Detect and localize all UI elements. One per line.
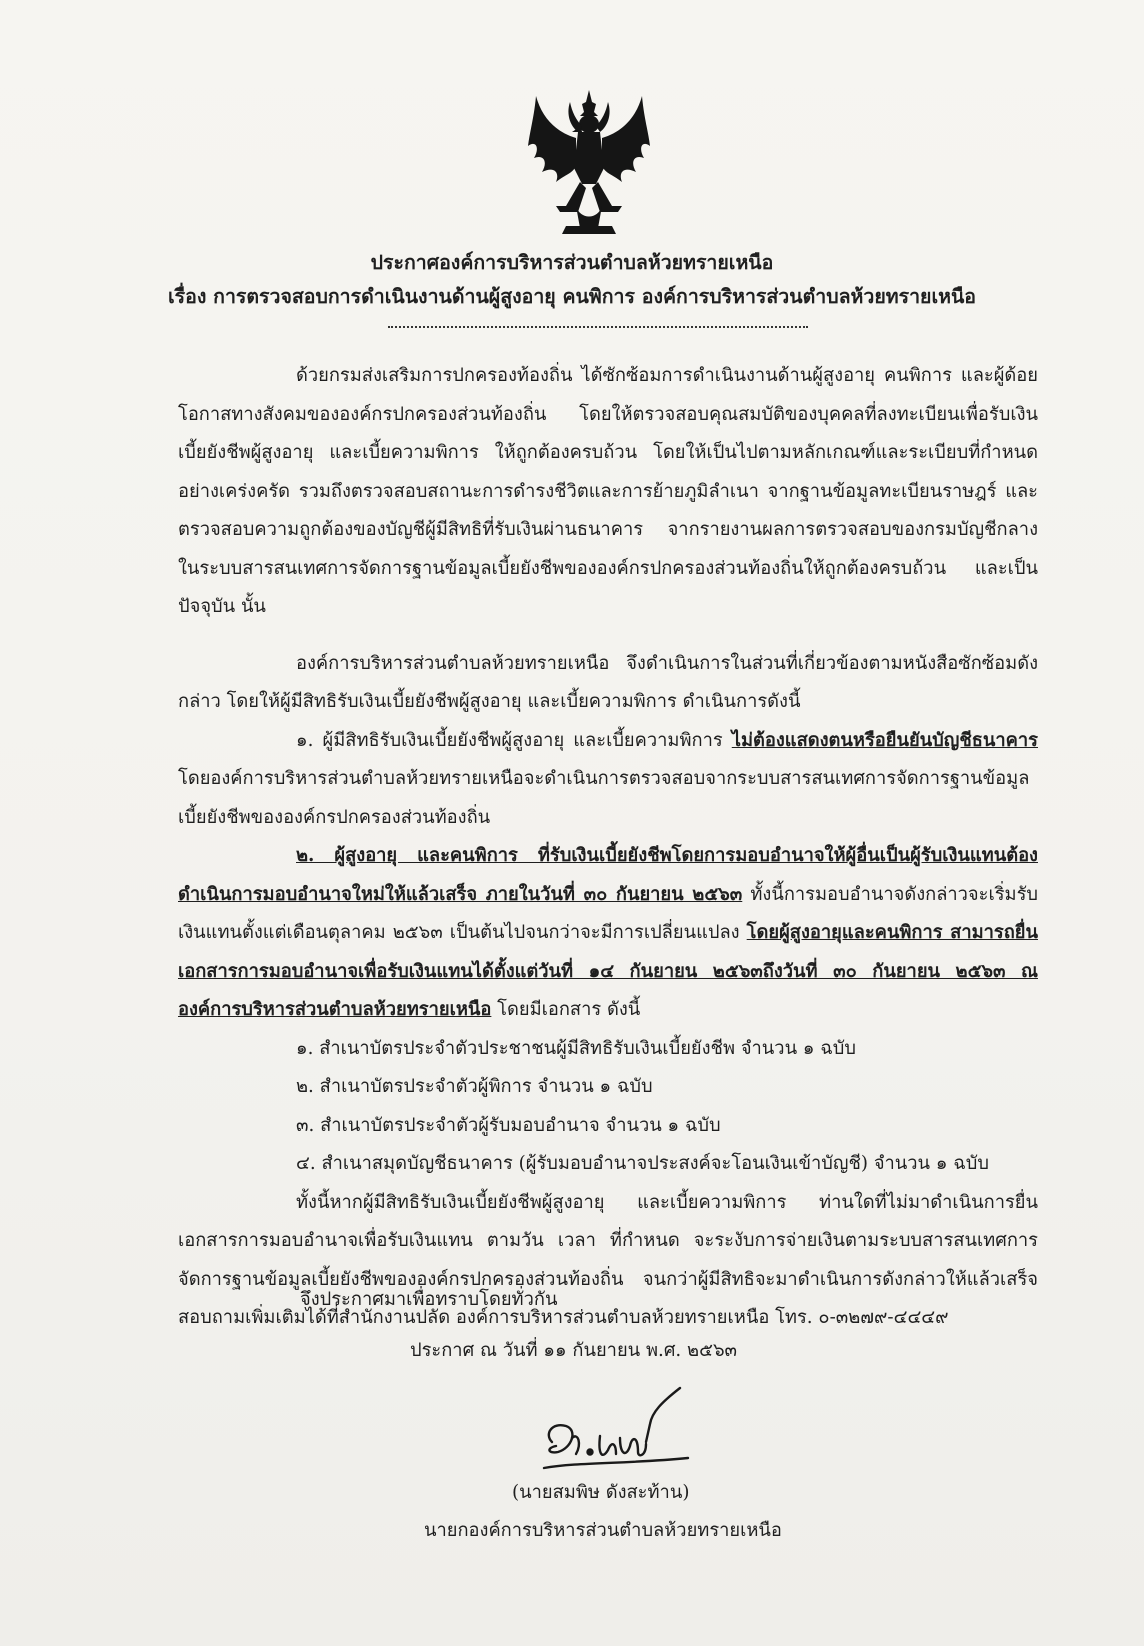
announcement-date: ประกาศ ณ วันที่ ๑๑ กันยายน พ.ศ. ๒๕๖๓: [410, 1340, 738, 1361]
item2-text-cont: โดยมีเอกสาร ดังนี้: [491, 999, 641, 1020]
document-item: ๒. สำเนาบัตรประจำตัวผู้พิการ จำนวน ๑ ฉบับ: [296, 1076, 653, 1097]
document-item: ๔. สำเนาสมุดบัญชีธนาคาร (ผู้รับมอบอำนาจประสงค์จะโอนเงินเข้าบัญชี) จำนวน ๑ ฉบับ: [296, 1153, 989, 1174]
document-item: ๑. สำเนาบัตรประจำตัวประชาชนผู้มีสิทธิรับเงินเบี้ยยังชีพ จำนวน ๑ ฉบับ: [296, 1037, 856, 1059]
paragraph-notice: ทั้งนี้หากผู้มีสิทธิรับเงินเบี้ยยังชีพผู้สูงอายุ และเบี้ยความพิการ ท่านใดที่ไม่มาดำเนินการยื่นเอกสารการมอบอำนาจเพื่อรับเงินแทน ตามวัน เวลา ที่กำหนด จะระงับการจ่ายเงินตามระบบสารสนเทศการจัดการฐานข้อมูลเบี้ยยังชีพขององค์กรปกครองส่วนท้องถิ่น จนกว่าผู้มีสิทธิจะมาดำเนินการดังกล่าวให้แล้วเสร็จ สอบถามเพิ่มเติมได้ที่สำนักงานปลัด องค์การบริหารส่วนตำบลห้วยทรายเหนือ โทร. ๐-๓๒๗๙-๔๔๔๙: [178, 1191, 1038, 1328]
signer-name: (นายสมพิษ ดังสะท้าน): [512, 1482, 690, 1503]
item1-emphasis: ไม่ต้องแสดงตนหรือยืนยันบัญชีธนาคาร: [731, 729, 1038, 751]
item2-text: ทั้งนี้การมอบอำนาจดังกล่าวจะเริ่มรับเงินแทนตั้งแต่เดือนตุลาคม ๒๕๖๓ เป็นต้นไปจนกว่าจะมีการเปลี่ยนแปลง: [178, 883, 1038, 943]
list-item-2: [178, 837, 1038, 1030]
garuda-emblem-icon: [526, 88, 652, 238]
signer-title: นายกองค์การบริหารส่วนตำบลห้วยทรายเหนือ: [424, 1520, 782, 1541]
announcement-title: ประกาศองค์การบริหารส่วนตำบลห้วยทรายเหนือ: [370, 251, 774, 274]
announcement-body: [178, 357, 1038, 1338]
item1-text: ๑. ผู้มีสิทธิรับเงินเบี้ยยังชีพผู้สูงอายุ และเบี้ยความพิการ: [296, 729, 732, 751]
item1-text-cont: โดยองค์การบริหารส่วนตำบลห้วยทรายเหนือจะดำเนินการตรวจสอบจากระบบสารสนเทศการจัดการฐานข้อมูลเบี้ยยังชีพขององค์กรปกครองส่วนท้องถิ่น: [178, 768, 1030, 828]
item2-emphasis: ๒. ผู้สูงอายุ และคนพิการ ที่รับเงินเบี้ยยังชีพโดยการมอบอำนาจให้ผู้อื่นเป็นผู้รับเงินแทนต้องดำเนินการมอบอำนาจใหม่ให้แล้วเสร็จ ภายในวันที่ ๓๐ กันยายน ๒๕๖๓: [178, 845, 1038, 905]
document-item: ๓. สำเนาบัตรประจำตัวผู้รับมอบอำนาจ จำนวน ๑ ฉบับ: [296, 1114, 721, 1136]
announcement-subject: เรื่อง การตรวจสอบการดำเนินงานด้านผู้สูงอายุ คนพิการ องค์การบริหารส่วนตำบลห้วยทรายเหนือ: [167, 285, 977, 308]
dotted-divider: [388, 326, 808, 328]
item2-emphasis-2: โดยผู้สูงอายุและคนพิการ สามารถยื่นเอกสารการมอบอำนาจเพื่อรับเงินแทนได้ตั้งแต่วันที่ ๑๔ กันยายน ๒๕๖๓ถึงวันที่ ๓๐ กันยายน ๒๕๖๓ ณ องค์การบริหารส่วนตำบลห้วยทรายเหนือ: [178, 922, 1039, 1020]
list-item-1: [178, 722, 1038, 838]
signature-image: [538, 1378, 698, 1478]
paragraph-intro: ด้วยกรมส่งเสริมการปกครองท้องถิ่น ได้ซักซ้อมการดำเนินงานด้านผู้สูงอายุ คนพิการ และผู้ด้อยโอกาสทางสังคมขององค์กรปกครองส่วนท้องถิ่น โดยให้ตรวจสอบคุณสมบัติของบุคคลที่ลงทะเบียนเพื่อรับเงินเบี้ยยังชีพผู้สูงอายุ และเบี้ยความพิการ ให้ถูกต้องครบถ้วน โดยให้เป็นไปตามหลักเกณฑ์และระเบียบที่กำหนดอย่างเคร่งครัด รวมถึงตรวจสอบสถานะการดำรงชีวิตและการย้ายภูมิลำเนา จากฐานข้อมูลทะเบียนราษฎร์ และตรวจสอบความถูกต้องของบัญชีผู้มีสิทธิที่รับเงินผ่านธนาคาร จากรายงานผลการตรวจสอบของกรมบัญชีกลาง ในระบบสารสนเทศการจัดการฐานข้อมูลเบี้ยยังชีพขององค์กรปกครองส่วนท้องถิ่นให้ถูกต้องครบถ้วน และเป็นปัจจุบัน นั้น: [178, 365, 1038, 617]
closing-line: จึงประกาศมาเพื่อทราบโดยทั่วกัน: [300, 1289, 558, 1310]
paragraph-action: องค์การบริหารส่วนตำบลห้วยทรายเหนือ จึงดำเนินการในส่วนที่เกี่ยวข้องตามหนังสือซักซ้อมดังกล่าว โดยให้ผู้มีสิทธิรับเงินเบี้ยยังชีพผู้สูงอายุ และเบี้ยความพิการ ดำเนินการดังนี้: [178, 652, 1038, 712]
